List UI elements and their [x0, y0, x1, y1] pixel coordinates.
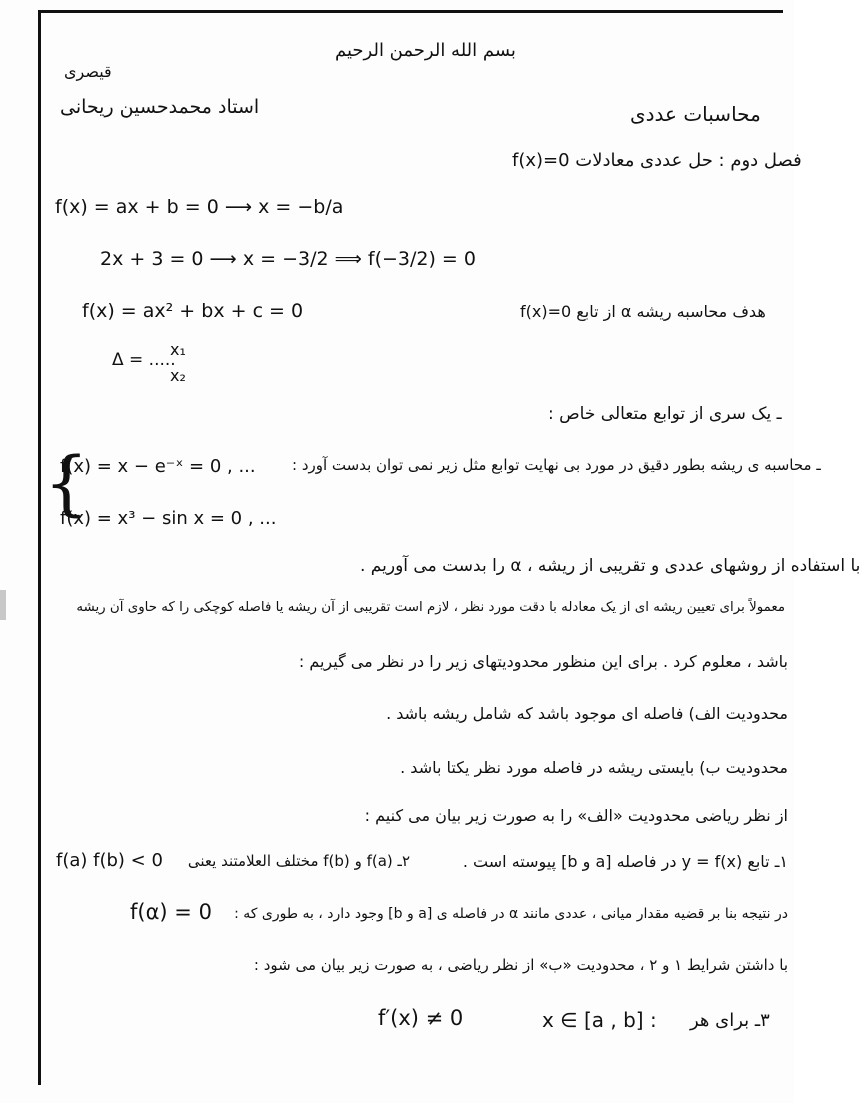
system-brace: {	[44, 442, 89, 524]
numerical-methods-line: با استفاده از روشهای عددی و تقریبی از ریشه ، α را بدست می آوریم .	[360, 556, 860, 576]
ivt-result-text: در نتیجه بنا بر قضیه مقدار میانی ، عددی مانند α در فاصله ی [a و b] وجود دارد ، به طوری که :	[234, 906, 788, 922]
paragraph-line-1: معمولاً برای تعیین ریشه ای از یک معادله با دقت مورد نظر ، لازم است تقریبی از آن ریشه یا فاصله کوچکی را که حاوی آن ریشه	[76, 600, 785, 615]
root-x2: x₂	[170, 366, 186, 385]
linear-example: 2x + 3 = 0 ⟶ x = −3/2 ⟹ f(−3/2) = 0	[100, 248, 476, 270]
chapter-title: فصل دوم : حل عددی معادلات f(x)=0	[512, 150, 802, 171]
quadratic-equation: f(x) = ax² + bx + c = 0	[82, 300, 304, 322]
basmala: بسم الله الرحمن الرحیم	[335, 40, 516, 61]
condition-3-interval: x ∈ [a , b] :	[542, 1008, 657, 1032]
author-name: قیصری	[64, 62, 112, 81]
root-x1: x₁	[170, 340, 186, 359]
math-statement-intro: از نظر ریاضی محدودیت «الف» را به صورت زیر بیان می کنیم :	[364, 806, 788, 825]
example-equation-1: f(x) = x − e⁻ˣ = 0 , ...	[60, 456, 256, 477]
condition-b: محدودیت ب) بایستی ریشه در فاصله مورد نظر یکتا باشد .	[400, 758, 788, 777]
linear-equation: f(x) = ax + b = 0 ⟶ x = −b/a	[55, 196, 344, 218]
instructor-name: استاد محمدحسین ریحانی	[60, 96, 260, 118]
condition-3-text: ۳ـ برای هر	[690, 1010, 770, 1031]
course-title: محاسبات عددی	[630, 102, 761, 126]
condition-2-text: ۲ـ f(a) و f(b) مختلف العلامتند یعنی	[187, 852, 410, 870]
condition-1: ۱ـ تابع y = f(x) در فاصله [a و b] پیوسته است .	[462, 852, 788, 871]
condition-3-math: f′(x) ≠ 0	[378, 1006, 464, 1030]
special-functions-text: ـ محاسبه ی ریشه بطور دقیق در مورد بی نهایت توابع مثل زیر نمی توان بدست آورد :	[292, 456, 821, 474]
special-functions-heading: ـ یک سری از توابع متعالی خاص :	[548, 404, 782, 424]
ivt-result-math: f(α) = 0	[130, 900, 212, 924]
example-equation-2: f(x) = x³ − sin x = 0 , ...	[60, 508, 277, 529]
uniqueness-intro: با داشتن شرایط ۱ و ۲ ، محدودیت «ب» از نظر ریاضی ، به صورت زیر بیان می شود :	[253, 956, 788, 974]
condition-a: محدودیت الف) فاصله ای موجود باشد که شامل ریشه باشد .	[386, 704, 788, 723]
discriminant: Δ = .....	[112, 350, 176, 370]
scan-edge-mark	[0, 590, 6, 620]
condition-2-math: f(a) f(b) < 0	[56, 850, 163, 871]
goal-statement: هدف محاسبه ریشه α از تابع f(x)=0	[520, 302, 766, 321]
paragraph-line-2: باشد ، معلوم کرد . برای این منظور محدودیتهای زیر را در نظر می گیریم :	[298, 652, 788, 671]
page-left-rule	[38, 10, 41, 1085]
page-top-rule	[38, 10, 783, 13]
